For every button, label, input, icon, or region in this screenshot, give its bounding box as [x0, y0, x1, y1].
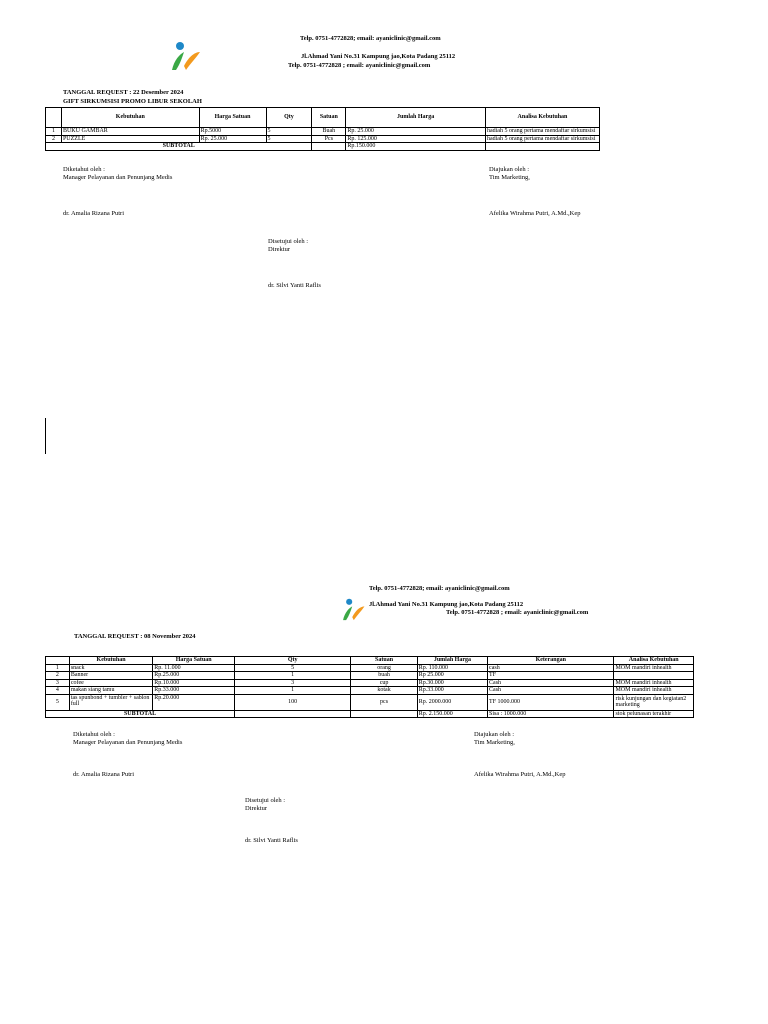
- table-row: 1 BUKU GAMBAR Rp.5000 5 Buah Rp. 25.000 hadiah 5 orang pertama mendaftar sirkumsisi: [46, 128, 600, 136]
- request-subject: GIFT SIRKUMSISI PROMO LIBUR SEKOLAH: [63, 98, 202, 105]
- col-header: Keterangan: [488, 657, 614, 665]
- header-line-3: Telp. 0751-4772828 ; email: ayaniclinic@gmail.com: [288, 62, 431, 69]
- table-header: [46, 657, 694, 665]
- request-date: TANGGAL REQUEST : 22 Desember 2024: [63, 89, 184, 96]
- col-header: Qty: [235, 657, 351, 665]
- table-row: 1 snack Rp. 11.000 5 orang Rp. 110.000 cash MOM mandiri inhealth: [46, 664, 694, 672]
- header-line-3: Telp. 0751-4772828 ; email: ayaniclinic@gmail.com: [446, 609, 589, 616]
- subtotal-row: SUBTOTAL Rp. 2.150.000 Sisa : 1000.000 stok pelunasan terakhir: [46, 710, 694, 718]
- table-row: 2 Banner Rp.25.000 1 buah Rp 25.000 TF: [46, 672, 694, 680]
- approved-by-title: Direktur: [245, 805, 268, 812]
- table-row: 2 PUZZLE Rp. 25.000 5 Pcs Rp. 125.000 hadiah 5 orang pertama mendaftar sirkumsisi: [46, 135, 600, 143]
- col-header: Analisa Kebutuhan: [614, 657, 694, 665]
- known-by-name: dr. Amalia Rizana Putri: [63, 210, 125, 217]
- known-by-label: Diketahui oleh :: [73, 731, 115, 738]
- approved-by-label: Disetujui oleh :: [268, 238, 309, 245]
- submitted-by-name: Afelika Wirahma Putri, A.Md.,Kep: [474, 771, 566, 778]
- header-line-1: Telp. 0751-4772828; email: ayaniclinic@gmail.com: [300, 35, 441, 42]
- header-line-1: Telp. 0751-4772828; email: ayaniclinic@gmail.com: [369, 585, 510, 592]
- submitted-by-label: Diajukan oleh :: [474, 731, 515, 738]
- submitted-by-title: Tim Marketing,: [489, 174, 530, 181]
- col-header: Satuan: [351, 657, 417, 665]
- col-header: Harga Satuan: [199, 108, 266, 128]
- request-table: [45, 107, 600, 151]
- approved-by-label: Disetujui oleh :: [245, 797, 286, 804]
- table-row: 3 cofee Rp.10.000 3 cup Rp.30.000 Cash MOM mandiri inhealth: [46, 679, 694, 687]
- col-header: Harga Satuan: [153, 657, 235, 665]
- col-header: Kebutuhan: [69, 657, 152, 665]
- col-header: Kebutuhan: [61, 108, 199, 128]
- approved-by-title: Direktur: [268, 246, 291, 253]
- header-line-2: Jl.Ahmad Yani No.31 Kampung jao,Kota Padang 25112: [369, 601, 524, 608]
- submitted-by-title: Tim Marketing,: [474, 739, 515, 746]
- clinic-logo-icon: [168, 40, 202, 76]
- known-by-name: dr. Amalia Rizana Putri: [73, 771, 135, 778]
- col-header: Analisa Kebutuhan: [485, 108, 599, 128]
- submitted-by-name: Afelika Wirahma Putri, A.Md.,Kep: [489, 210, 581, 217]
- approved-by-name: dr. Silvi Yanti Raflis: [245, 837, 298, 844]
- col-header: Satuan: [312, 108, 346, 128]
- approved-by-name: dr. Silvi Yanti Raflis: [268, 282, 321, 289]
- table-row: 5 tas spunbond + tumbler + sablon full Rp.20.000 100 pcs Rp. 2000.000 TF 1000.000 risk kunjungan dan kegiatan2 marketing: [46, 694, 694, 710]
- col-header: Jumlah Harga: [417, 657, 487, 665]
- subtotal-row: SUBTOTAL Rp.150.000: [46, 143, 600, 151]
- submitted-by-label: Diajukan oleh :: [489, 166, 530, 173]
- table-row: 4 makan siang tamu Rp.33.000 1 kotak Rp.33.000 Cash MOM mandiri inhealth: [46, 687, 694, 695]
- header-line-2: Jl.Ahmad Yani No.31 Kampung jao,Kota Padang 25112: [301, 53, 456, 60]
- table-header: [46, 108, 600, 128]
- text-cursor: [45, 418, 46, 454]
- known-by-title: Manager Pelayanan dan Penunjang Medis: [63, 174, 173, 181]
- known-by-title: Manager Pelayanan dan Penunjang Medis: [73, 739, 183, 746]
- clinic-logo-icon: [340, 596, 366, 626]
- col-header: Jumlah Harga: [346, 108, 486, 128]
- known-by-label: Diketahui oleh :: [63, 166, 105, 173]
- request-table: [45, 656, 694, 718]
- col-header: Qty: [266, 108, 312, 128]
- request-date: TANGGAL REQUEST : 08 November 2024: [74, 633, 196, 640]
